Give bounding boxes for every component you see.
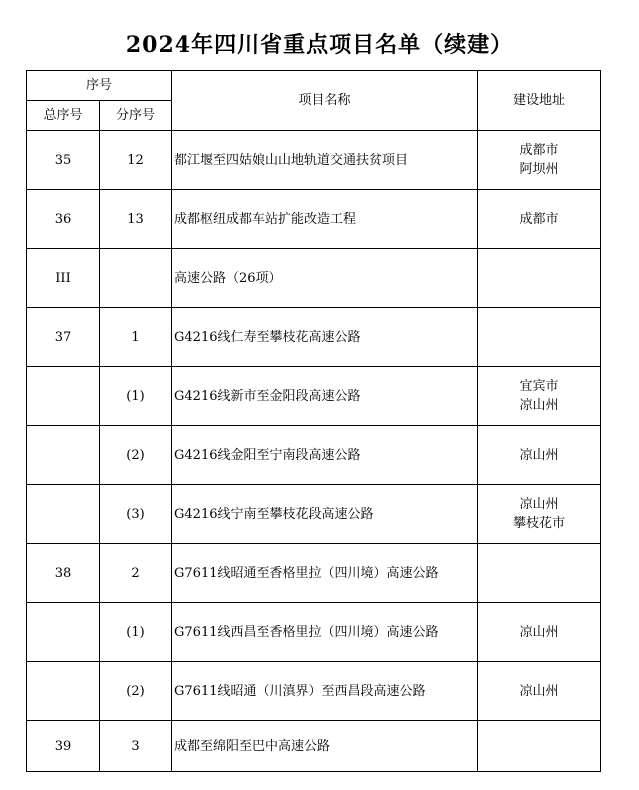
sub-seq-cell: (3)	[100, 485, 172, 544]
header-project-name: 项目名称	[172, 71, 478, 131]
location-line: 凉山州	[519, 398, 559, 413]
sub-seq-cell: 2	[100, 544, 172, 603]
location-line: 宜宾市	[519, 379, 559, 394]
page-title: 2024年四川省重点项目名单（续建）	[125, 32, 514, 58]
total-seq-cell	[27, 367, 100, 426]
table-row	[27, 367, 601, 426]
table-row	[27, 131, 601, 190]
project-table	[26, 70, 601, 772]
header-seq-group: 序号	[27, 71, 172, 101]
sub-seq-cell: 13	[100, 190, 172, 249]
location-line: 成都市	[519, 211, 559, 227]
sub-seq-cell: (1)	[100, 603, 172, 662]
header-sub-seq: 分序号	[100, 101, 172, 131]
total-seq-cell: 36	[27, 190, 100, 249]
total-seq-cell: 39	[27, 721, 100, 772]
total-seq-cell: III	[27, 249, 100, 308]
location-line: 凉山州	[519, 683, 559, 699]
sub-seq-cell: 3	[100, 721, 172, 772]
location-cell	[478, 249, 601, 308]
location-cell	[478, 308, 601, 367]
total-seq-cell	[27, 426, 100, 485]
header-location: 建设地址	[478, 71, 601, 131]
location-line: 凉山州	[519, 624, 559, 640]
location-line: 阿坝州	[519, 162, 559, 177]
location-cell	[478, 131, 601, 190]
table-row	[27, 662, 601, 721]
project-name-cell: 成都枢纽成都车站扩能改造工程	[172, 190, 478, 249]
sub-seq-cell	[100, 249, 172, 308]
table-row	[27, 190, 601, 249]
project-name-cell: 成都至绵阳至巴中高速公路	[172, 721, 478, 772]
table-row	[27, 249, 601, 308]
table-row	[27, 426, 601, 485]
total-seq-cell: 38	[27, 544, 100, 603]
location-cell	[478, 721, 601, 772]
project-name-cell: G7611线昭通至香格里拉（四川境）高速公路	[172, 544, 478, 603]
location-cell	[478, 190, 601, 249]
total-seq-cell: 37	[27, 308, 100, 367]
header-total-seq: 总序号	[27, 101, 100, 131]
table-row	[27, 485, 601, 544]
location-cell	[478, 662, 601, 721]
total-seq-cell	[27, 603, 100, 662]
location-line: 攀枝花市	[513, 516, 566, 531]
location-line: 凉山州	[519, 447, 559, 463]
location-cell	[478, 544, 601, 603]
project-name-cell: G7611线西昌至香格里拉（四川境）高速公路	[172, 603, 478, 662]
table-row	[27, 603, 601, 662]
table-row	[27, 308, 601, 367]
project-name-cell: 高速公路（26项）	[172, 249, 478, 308]
location-line: 成都市	[519, 143, 559, 158]
project-name-cell: G4216线仁寿至攀枝花高速公路	[172, 308, 478, 367]
sub-seq-cell: 1	[100, 308, 172, 367]
location-cell	[478, 367, 601, 426]
sub-seq-cell: (2)	[100, 426, 172, 485]
project-name-cell: G7611线昭通（川滇界）至西昌段高速公路	[172, 662, 478, 721]
table-row	[27, 721, 601, 772]
project-name-cell: G4216线新市至金阳段高速公路	[172, 367, 478, 426]
location-cell	[478, 485, 601, 544]
table-row	[27, 544, 601, 603]
project-name-cell: G4216线宁南至攀枝花段高速公路	[172, 485, 478, 544]
total-seq-cell: 35	[27, 131, 100, 190]
total-seq-cell	[27, 662, 100, 721]
location-line: 凉山州	[519, 497, 559, 512]
location-cell	[478, 426, 601, 485]
sub-seq-cell: 12	[100, 131, 172, 190]
location-cell	[478, 603, 601, 662]
project-name-cell: 都江堰至四姑娘山山地轨道交通扶贫项目	[172, 131, 478, 190]
sub-seq-cell: (1)	[100, 367, 172, 426]
total-seq-cell	[27, 485, 100, 544]
project-name-cell: G4216线金阳至宁南段高速公路	[172, 426, 478, 485]
sub-seq-cell: (2)	[100, 662, 172, 721]
